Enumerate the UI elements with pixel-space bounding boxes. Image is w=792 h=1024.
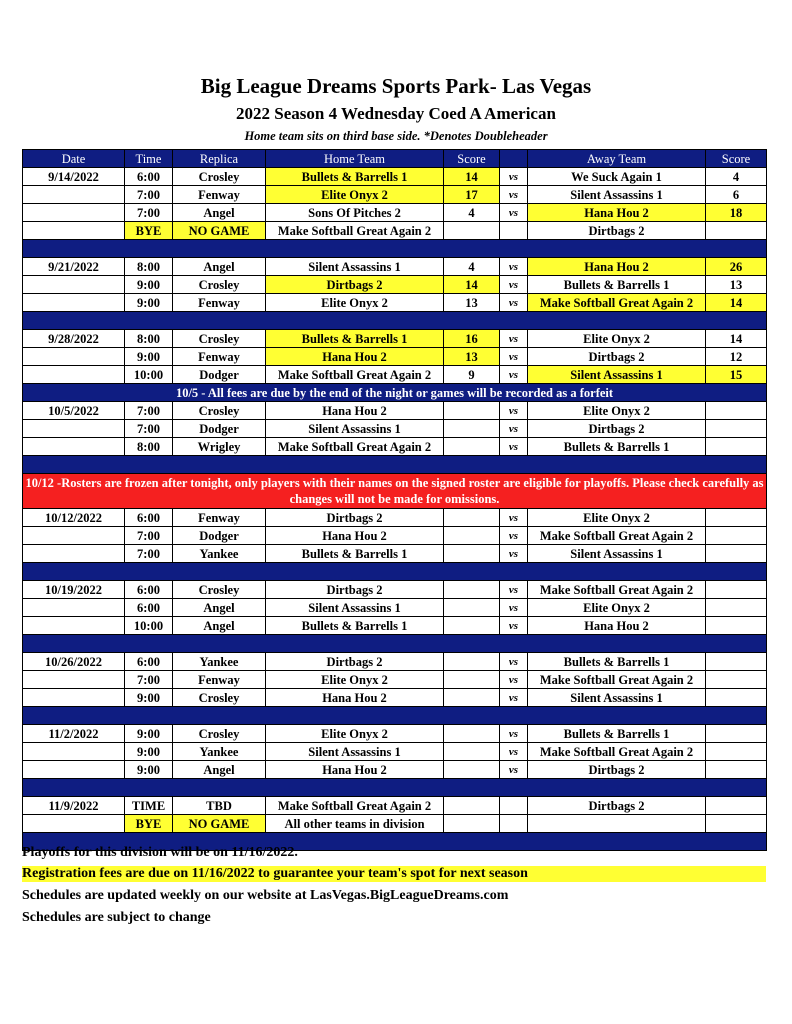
game-row: [23, 761, 767, 779]
game-field: Dodger: [173, 420, 266, 438]
away-team: Dirtbags 2: [528, 420, 706, 438]
away-score: 13: [706, 276, 767, 294]
game-date: 9/28/2022: [23, 330, 125, 348]
away-score: [706, 420, 767, 438]
week-separator: [23, 635, 767, 653]
registration-note: Registration fees are due on 11/16/2022 to guarantee your team's spot for next season: [22, 866, 766, 882]
away-score: 4: [706, 168, 767, 186]
home-score: [444, 599, 500, 617]
game-row: [23, 330, 767, 348]
away-team: Make Softball Great Again 2: [528, 527, 706, 545]
vs-label: vs: [500, 168, 528, 186]
game-time: 9:00: [125, 689, 173, 707]
home-team: Silent Assassins 1: [266, 420, 444, 438]
away-team: Elite Onyx 2: [528, 509, 706, 527]
game-field: TBD: [173, 797, 266, 815]
away-score: [706, 743, 767, 761]
roster-alert: 10/12 -Rosters are frozen after tonight, only players with their names on the signed roster are eligible for playoffs. Please check carefully as changes will not be made for omissions.: [23, 474, 767, 509]
away-team: Silent Assassins 1: [528, 689, 706, 707]
game-time: 8:00: [125, 330, 173, 348]
away-team: Make Softball Great Again 2: [528, 671, 706, 689]
game-time: 9:00: [125, 276, 173, 294]
game-row: [23, 815, 767, 833]
vs-label: vs: [500, 509, 528, 527]
away-team: Silent Assassins 1: [528, 366, 706, 384]
game-row: [23, 689, 767, 707]
home-score: [444, 689, 500, 707]
vs-label: vs: [500, 761, 528, 779]
away-score: [706, 581, 767, 599]
game-row: [23, 294, 767, 312]
away-team: Make Softball Great Again 2: [528, 294, 706, 312]
vs-label: vs: [500, 545, 528, 563]
game-time: 6:00: [125, 581, 173, 599]
game-date: [23, 761, 125, 779]
game-field: Crosley: [173, 330, 266, 348]
game-date: 9/14/2022: [23, 168, 125, 186]
away-team: Bullets & Barrells 1: [528, 276, 706, 294]
game-row: [23, 509, 767, 527]
game-row: [23, 366, 767, 384]
home-team-note: Home team sits on third base side. *Denotes Doubleheader: [244, 129, 548, 143]
game-time: 7:00: [125, 420, 173, 438]
col-date: Date: [23, 150, 125, 168]
game-date: 10/5/2022: [23, 402, 125, 420]
home-score: 4: [444, 204, 500, 222]
away-score: [706, 797, 767, 815]
game-field: Angel: [173, 258, 266, 276]
game-time: 7:00: [125, 671, 173, 689]
vs-label: vs: [500, 348, 528, 366]
game-date: [23, 527, 125, 545]
home-score: 14: [444, 168, 500, 186]
game-row: [23, 258, 767, 276]
away-score: [706, 671, 767, 689]
week-separator: [23, 240, 767, 258]
home-score: [444, 527, 500, 545]
col-away-score: Score: [706, 150, 767, 168]
away-team: Elite Onyx 2: [528, 330, 706, 348]
week-separator: [23, 707, 767, 725]
home-score: [444, 438, 500, 456]
home-team: Bullets & Barrells 1: [266, 545, 444, 563]
game-date: [23, 294, 125, 312]
home-score: [444, 671, 500, 689]
game-date: [23, 671, 125, 689]
game-time: TIME: [125, 797, 173, 815]
game-date: 11/2/2022: [23, 725, 125, 743]
home-score: [444, 420, 500, 438]
home-team: Elite Onyx 2: [266, 294, 444, 312]
vs-label: vs: [500, 420, 528, 438]
away-score: 18: [706, 204, 767, 222]
away-score: [706, 761, 767, 779]
vs-label: vs: [500, 366, 528, 384]
away-team: Make Softball Great Again 2: [528, 743, 706, 761]
game-field: Crosley: [173, 689, 266, 707]
vs-label: vs: [500, 258, 528, 276]
game-row: [23, 186, 767, 204]
vs-label: vs: [500, 689, 528, 707]
home-team: Silent Assassins 1: [266, 743, 444, 761]
game-field: Fenway: [173, 509, 266, 527]
game-time: 10:00: [125, 366, 173, 384]
home-team: Dirtbags 2: [266, 581, 444, 599]
home-score: [444, 509, 500, 527]
away-team: Hana Hou 2: [528, 204, 706, 222]
home-team: Dirtbags 2: [266, 509, 444, 527]
home-score: [444, 545, 500, 563]
game-row: [23, 545, 767, 563]
away-team: Bullets & Barrells 1: [528, 725, 706, 743]
vs-label: vs: [500, 402, 528, 420]
col-vs: [500, 150, 528, 168]
away-team: Make Softball Great Again 2: [528, 581, 706, 599]
game-date: [23, 743, 125, 761]
game-time: 7:00: [125, 204, 173, 222]
home-team: Hana Hou 2: [266, 761, 444, 779]
game-time: 9:00: [125, 743, 173, 761]
home-score: [444, 617, 500, 635]
game-time: 6:00: [125, 653, 173, 671]
away-score: [706, 689, 767, 707]
schedule-table: [22, 149, 767, 851]
game-field: Fenway: [173, 348, 266, 366]
vs-label: [500, 815, 528, 833]
away-team: Silent Assassins 1: [528, 545, 706, 563]
away-score: [706, 815, 767, 833]
col-time: Time: [125, 150, 173, 168]
home-score: [444, 653, 500, 671]
home-score: 14: [444, 276, 500, 294]
game-time: 6:00: [125, 599, 173, 617]
home-team: Make Softball Great Again 2: [266, 222, 444, 240]
home-team: Make Softball Great Again 2: [266, 438, 444, 456]
fees-notice: 10/5 - All fees are due by the end of the night or games will be recorded as a forfeit: [23, 384, 767, 402]
week-separator: [23, 312, 767, 330]
vs-label: [500, 222, 528, 240]
away-team: Dirtbags 2: [528, 222, 706, 240]
header-row: [23, 150, 767, 168]
col-home-team: Home Team: [266, 150, 444, 168]
home-score: [444, 402, 500, 420]
away-score: [706, 617, 767, 635]
game-field: Angel: [173, 761, 266, 779]
game-row: [23, 797, 767, 815]
home-score: [444, 725, 500, 743]
vs-label: vs: [500, 294, 528, 312]
game-time: 9:00: [125, 725, 173, 743]
home-team: All other teams in division: [266, 815, 444, 833]
col-replica: Replica: [173, 150, 266, 168]
game-field: Yankee: [173, 653, 266, 671]
game-row: [23, 168, 767, 186]
game-row: [23, 743, 767, 761]
home-team: Hana Hou 2: [266, 527, 444, 545]
away-score: 6: [706, 186, 767, 204]
game-date: [23, 348, 125, 366]
game-row: [23, 348, 767, 366]
game-row: [23, 653, 767, 671]
game-row: [23, 599, 767, 617]
game-date: 10/19/2022: [23, 581, 125, 599]
home-team: Elite Onyx 2: [266, 725, 444, 743]
game-row: [23, 527, 767, 545]
game-date: 10/12/2022: [23, 509, 125, 527]
home-score: 9: [444, 366, 500, 384]
away-score: [706, 653, 767, 671]
vs-label: vs: [500, 204, 528, 222]
home-team: Dirtbags 2: [266, 276, 444, 294]
away-team: Bullets & Barrells 1: [528, 438, 706, 456]
away-team: [528, 815, 706, 833]
home-team: Dirtbags 2: [266, 653, 444, 671]
home-score: [444, 797, 500, 815]
game-field: Crosley: [173, 725, 266, 743]
game-time: 9:00: [125, 294, 173, 312]
vs-label: vs: [500, 671, 528, 689]
game-field: Dodger: [173, 527, 266, 545]
game-date: 11/9/2022: [23, 797, 125, 815]
away-team: Dirtbags 2: [528, 348, 706, 366]
game-field: Angel: [173, 204, 266, 222]
game-row: [23, 222, 767, 240]
website-note: Schedules are updated weekly on our website at LasVegas.BigLeagueDreams.com: [22, 888, 509, 903]
game-date: [23, 222, 125, 240]
away-team: Dirtbags 2: [528, 761, 706, 779]
game-date: [23, 204, 125, 222]
home-team: Make Softball Great Again 2: [266, 366, 444, 384]
game-row: [23, 276, 767, 294]
game-field: Yankee: [173, 545, 266, 563]
home-score: [444, 815, 500, 833]
home-team: Hana Hou 2: [266, 402, 444, 420]
game-row: [23, 581, 767, 599]
home-team: Elite Onyx 2: [266, 671, 444, 689]
game-field: Fenway: [173, 294, 266, 312]
game-row: [23, 402, 767, 420]
game-date: 10/26/2022: [23, 653, 125, 671]
game-date: [23, 420, 125, 438]
away-team: Bullets & Barrells 1: [528, 653, 706, 671]
away-team: Dirtbags 2: [528, 797, 706, 815]
away-score: [706, 527, 767, 545]
vs-label: vs: [500, 617, 528, 635]
away-team: Elite Onyx 2: [528, 599, 706, 617]
game-row: [23, 438, 767, 456]
home-score: [444, 761, 500, 779]
game-time: 7:00: [125, 186, 173, 204]
game-field: Crosley: [173, 276, 266, 294]
vs-label: vs: [500, 330, 528, 348]
game-time: 9:00: [125, 348, 173, 366]
away-score: [706, 599, 767, 617]
home-score: [444, 222, 500, 240]
home-team: Silent Assassins 1: [266, 258, 444, 276]
game-row: [23, 725, 767, 743]
away-score: 12: [706, 348, 767, 366]
col-home-score: Score: [444, 150, 500, 168]
game-field: Dodger: [173, 366, 266, 384]
game-time: 10:00: [125, 617, 173, 635]
vs-label: vs: [500, 725, 528, 743]
game-time: 8:00: [125, 438, 173, 456]
game-time: 7:00: [125, 402, 173, 420]
away-team: Elite Onyx 2: [528, 402, 706, 420]
game-date: [23, 366, 125, 384]
game-date: [23, 617, 125, 635]
away-score: [706, 725, 767, 743]
away-score: 14: [706, 294, 767, 312]
game-row: [23, 204, 767, 222]
game-date: [23, 438, 125, 456]
game-date: [23, 815, 125, 833]
game-field: Crosley: [173, 581, 266, 599]
home-team: Elite Onyx 2: [266, 186, 444, 204]
home-score: [444, 743, 500, 761]
home-score: 13: [444, 348, 500, 366]
away-score: [706, 545, 767, 563]
game-time: 6:00: [125, 168, 173, 186]
vs-label: vs: [500, 438, 528, 456]
game-time: 8:00: [125, 258, 173, 276]
away-team: Silent Assassins 1: [528, 186, 706, 204]
vs-label: vs: [500, 581, 528, 599]
game-time: 7:00: [125, 545, 173, 563]
game-row: [23, 420, 767, 438]
home-score: 4: [444, 258, 500, 276]
change-note: Schedules are subject to change: [22, 910, 211, 925]
home-score: 17: [444, 186, 500, 204]
game-row: [23, 671, 767, 689]
home-team: Silent Assassins 1: [266, 599, 444, 617]
away-team: Hana Hou 2: [528, 617, 706, 635]
home-team: Bullets & Barrells 1: [266, 168, 444, 186]
away-score: [706, 222, 767, 240]
col-away-team: Away Team: [528, 150, 706, 168]
game-date: [23, 599, 125, 617]
home-team: Bullets & Barrells 1: [266, 330, 444, 348]
game-time: 7:00: [125, 527, 173, 545]
season-subtitle: 2022 Season 4 Wednesday Coed A American: [236, 104, 556, 123]
vs-label: vs: [500, 599, 528, 617]
game-time: 9:00: [125, 761, 173, 779]
home-score: 16: [444, 330, 500, 348]
week-separator: [23, 779, 767, 797]
game-field: Fenway: [173, 186, 266, 204]
home-team: Hana Hou 2: [266, 689, 444, 707]
game-date: [23, 276, 125, 294]
game-date: [23, 186, 125, 204]
game-row: [23, 617, 767, 635]
game-field: Angel: [173, 617, 266, 635]
game-field: Yankee: [173, 743, 266, 761]
away-score: 14: [706, 330, 767, 348]
vs-label: vs: [500, 186, 528, 204]
week-separator: [23, 456, 767, 474]
game-field: Wrigley: [173, 438, 266, 456]
away-score: [706, 438, 767, 456]
vs-label: vs: [500, 276, 528, 294]
page-title: Big League Dreams Sports Park- Las Vegas: [200, 74, 592, 98]
away-score: [706, 402, 767, 420]
away-team: Hana Hou 2: [528, 258, 706, 276]
vs-label: vs: [500, 527, 528, 545]
vs-label: vs: [500, 653, 528, 671]
game-date: 9/21/2022: [23, 258, 125, 276]
game-time: 6:00: [125, 509, 173, 527]
week-separator: [23, 563, 767, 581]
game-field: Crosley: [173, 402, 266, 420]
away-team: We Suck Again 1: [528, 168, 706, 186]
game-field: Fenway: [173, 671, 266, 689]
vs-label: [500, 797, 528, 815]
game-time: BYE: [125, 815, 173, 833]
game-date: [23, 689, 125, 707]
home-score: 13: [444, 294, 500, 312]
home-team: Hana Hou 2: [266, 348, 444, 366]
home-score: [444, 581, 500, 599]
game-field: NO GAME: [173, 815, 266, 833]
away-score: [706, 509, 767, 527]
away-score: 26: [706, 258, 767, 276]
home-team: Bullets & Barrells 1: [266, 617, 444, 635]
game-field: Crosley: [173, 168, 266, 186]
home-team: Make Softball Great Again 2: [266, 797, 444, 815]
game-time: BYE: [125, 222, 173, 240]
away-score: 15: [706, 366, 767, 384]
home-team: Sons Of Pitches 2: [266, 204, 444, 222]
game-field: Angel: [173, 599, 266, 617]
playoffs-note: Playoffs for this division will be on 11/16/2022.: [22, 845, 298, 860]
game-field: NO GAME: [173, 222, 266, 240]
vs-label: vs: [500, 743, 528, 761]
game-date: [23, 545, 125, 563]
